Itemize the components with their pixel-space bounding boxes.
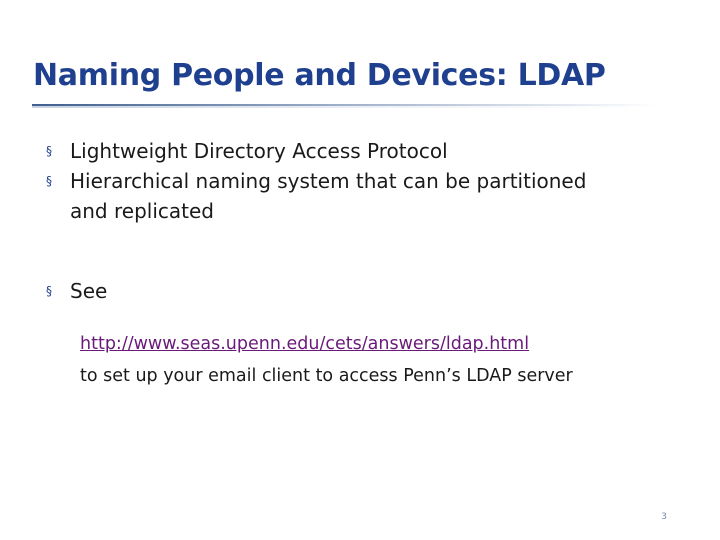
bullet-continuation — [46, 196, 686, 226]
bullet-marker-icon: § — [46, 284, 52, 298]
bullet-text: See — [70, 279, 108, 303]
bullet-item — [46, 166, 686, 196]
bullet-item — [46, 136, 686, 166]
page-number: 3 — [661, 512, 667, 522]
bullet-list — [46, 136, 686, 306]
bullet-text: Lightweight Directory Access Protocol — [70, 139, 448, 163]
bullet-text: and replicated — [70, 199, 214, 223]
sub-bullet-text: to set up your email client to access Penn’s LDAP server — [80, 366, 573, 386]
bullet-item — [46, 276, 686, 306]
bullet-marker-icon: § — [46, 174, 52, 188]
title-underline-shadow — [32, 106, 660, 108]
ldap-link[interactable]: http://www.seas.upenn.edu/cets/answers/ldap.html — [80, 334, 530, 354]
slide-title: Naming People and Devices: LDAP — [33, 58, 606, 93]
bullet-marker-icon: § — [46, 144, 52, 158]
bullet-text: Hierarchical naming system that can be partitioned — [70, 169, 587, 193]
sub-bullet — [80, 328, 573, 392]
